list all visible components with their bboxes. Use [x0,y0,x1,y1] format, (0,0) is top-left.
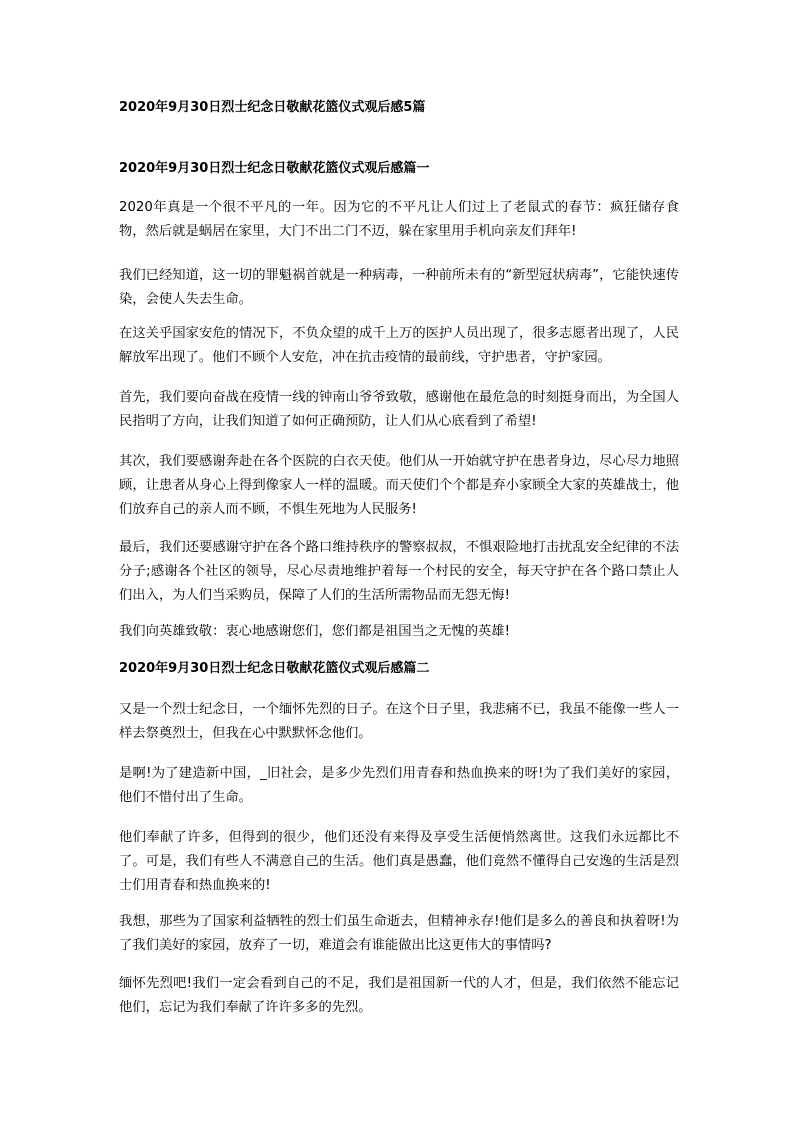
paragraph: 首先，我们要向奋战在疫情一线的钟南山爷爷致敬，感谢他在最危急的时刻挺身而出，为全国人民指明了方向，让我们知道了如何正确预防，让人们从心底看到了希望! [119,390,679,429]
paragraph: 我想，那些为了国家利益牺牲的烈士们虽生命逝去，但精神永存!他们是多么的善良和执着呀!为了我们美好的家园，放弃了一切，难道会有谁能做出比这更伟大的事情吗? [119,914,679,953]
paragraph: 是啊!为了建造新中国，_旧社会，是多少先烈们用青春和热血换来的呀!为了我们美好的家园，他们不惜付出了生命。 [119,766,679,805]
section-heading-1: 2020年9月30日烈士纪念日敬献花篮仪式观后感篇一 [119,161,430,176]
paragraph: 缅怀先烈吧!我们一定会看到自己的不足，我们是祖国新一代的人才，但是，我们依然不能忘记他们，忘记为我们奉献了许许多多的先烈。 [119,976,679,1015]
paragraph: 我们向英雄致敬：衷心地感谢您们，您们都是祖国当之无愧的英雄! [119,624,510,639]
paragraph: 其次，我们要感谢奔赴在各个医院的白衣天使。他们从一开始就守护在患者身边，尽心尽力地照顾，让患者从身心上得到像家人一样的温暖。而天使们个个都是弃小家顾全大家的英雄战士，他们放弃自己的亲人而不顾，不惧生死地为人民服务! [119,454,679,517]
paragraph: 最后，我们还要感谢守护在各个路口维持秩序的警察叔叔，不惧艰险地打击扰乱安全纪律的不法分子;感谢各个社区的领导，尽心尽责地维护着每一个村民的安全，每天守护在各个路口禁止人们出入，为人们当采购员，保障了人们的生活所需物品而无怨无悔! [119,540,679,603]
paragraph: 我们已经知道，这一切的罪魁祸首就是一种病毒，一种前所未有的“新型冠状病毒”，它能快速传染，会使人失去生命。 [119,268,679,307]
paragraph: 又是一个烈士纪念日，一个缅怀先烈的日子。在这个日子里，我悲痛不已，我虽不能像一些人一样去祭奠烈士，但我在心中默默怀念他们。 [119,702,679,741]
paragraph: 他们奉献了许多，但得到的很少，他们还没有来得及享受生活便悄然离世。这我们永远都比不了。可是，我们有些人不满意自己的生活。他们真是愚蠢，他们竟然不懂得自己安逸的生活是烈士们用青春和热血换来的! [119,830,679,893]
document-title: 2020年9月30日烈士纪念日敬献花篮仪式观后感5篇 [119,100,426,115]
section-heading-2: 2020年9月30日烈士纪念日敬献花篮仪式观后感篇二 [119,661,430,676]
paragraph: 在这关乎国家安危的情况下，不负众望的成千上万的医护人员出现了，很多志愿者出现了，人民解放军出现了。他们不顾个人安危，冲在抗击疫情的最前线，守护患者，守护家园。 [119,326,679,365]
paragraph: 2020年真是一个很不平凡的一年。因为它的不平凡让人们过上了老鼠式的春节：疯狂储存食物，然后就是蜗居在家里，大门不出二门不迈，躲在家里用手机向亲友们拜年! [119,200,679,239]
